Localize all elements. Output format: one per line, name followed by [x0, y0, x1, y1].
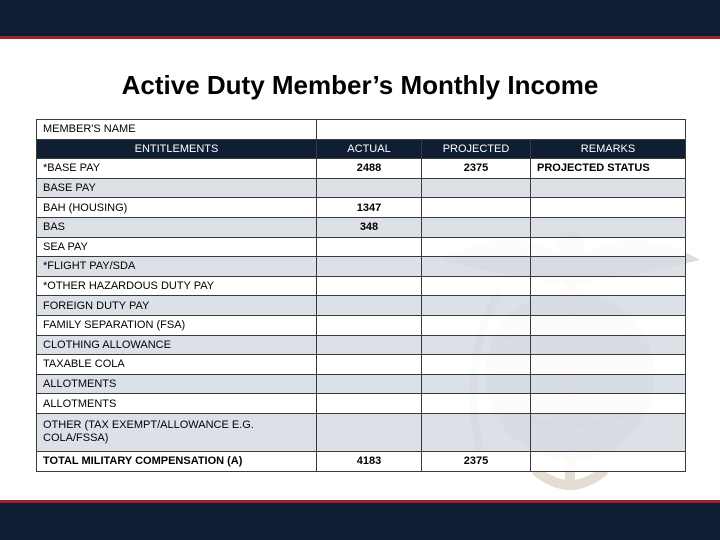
cell-remarks: PROJECTED STATUS: [531, 159, 686, 179]
cell-remarks: [531, 394, 686, 414]
cell-actual: [317, 296, 422, 316]
cell-label: *BASE PAY: [37, 159, 317, 179]
cell-actual: [317, 335, 422, 355]
member-name-value[interactable]: [317, 120, 686, 140]
table-row: [37, 296, 686, 316]
cell-label: FAMILY SEPARATION (FSA): [37, 315, 317, 335]
table-row: [37, 198, 686, 218]
header-projected: PROJECTED: [422, 139, 531, 159]
cell-projected: [422, 335, 531, 355]
cell-actual: [317, 178, 422, 198]
cell-remarks: [531, 178, 686, 198]
cell-remarks: [531, 217, 686, 237]
cell-actual: [317, 355, 422, 375]
table-row: [37, 374, 686, 394]
cell-label: TAXABLE COLA: [37, 355, 317, 375]
cell-projected: [422, 413, 531, 451]
cell-projected: [422, 315, 531, 335]
bottom-banner: [0, 503, 720, 540]
table-row: [37, 451, 686, 471]
cell-projected: [422, 296, 531, 316]
cell-remarks: [531, 276, 686, 296]
table-row: [37, 276, 686, 296]
cell-projected: [422, 178, 531, 198]
cell-actual: [317, 276, 422, 296]
cell-projected: [422, 257, 531, 277]
cell-actual: 1347: [317, 198, 422, 218]
cell-actual: 2488: [317, 159, 422, 179]
cell-actual: [317, 257, 422, 277]
table-row: [37, 355, 686, 375]
cell-projected: [422, 394, 531, 414]
cell-actual: 348: [317, 217, 422, 237]
header-remarks: REMARKS: [531, 139, 686, 159]
cell-actual: 4183: [317, 451, 422, 471]
cell-projected: [422, 198, 531, 218]
top-accent-line: [0, 36, 720, 39]
table-row: [37, 413, 686, 451]
cell-label: CLOTHING ALLOWANCE: [37, 335, 317, 355]
cell-actual: [317, 374, 422, 394]
table-row: [37, 315, 686, 335]
cell-projected: 2375: [422, 159, 531, 179]
header-actual: ACTUAL: [317, 139, 422, 159]
header-entitlements: ENTITLEMENTS: [37, 139, 317, 159]
cell-remarks: [531, 413, 686, 451]
member-name-label: MEMBER'S NAME: [37, 120, 317, 140]
table-row: [37, 257, 686, 277]
cell-remarks: [531, 296, 686, 316]
table-row: [37, 394, 686, 414]
cell-label: FOREIGN DUTY PAY: [37, 296, 317, 316]
table-row: [37, 178, 686, 198]
cell-remarks: [531, 237, 686, 257]
cell-actual: [317, 394, 422, 414]
cell-projected: 2375: [422, 451, 531, 471]
cell-projected: [422, 237, 531, 257]
table-header-row: [37, 139, 686, 159]
cell-label: BAH (HOUSING): [37, 198, 317, 218]
cell-remarks: [531, 315, 686, 335]
cell-remarks: [531, 451, 686, 471]
cell-label: ALLOTMENTS: [37, 394, 317, 414]
cell-projected: [422, 217, 531, 237]
table-row: [37, 217, 686, 237]
table-row: [37, 335, 686, 355]
cell-label: BASE PAY: [37, 178, 317, 198]
cell-actual: [317, 315, 422, 335]
income-table: [36, 119, 686, 472]
cell-projected: [422, 276, 531, 296]
page-title: Active Duty Member’s Monthly Income: [121, 70, 599, 100]
cell-remarks: [531, 335, 686, 355]
cell-label: OTHER (TAX EXEMPT/ALLOWANCE E.G. COLA/FSSA): [37, 413, 317, 451]
cell-remarks: [531, 355, 686, 375]
cell-remarks: [531, 257, 686, 277]
cell-actual: [317, 413, 422, 451]
member-name-row: [37, 120, 686, 140]
cell-label: *OTHER HAZARDOUS DUTY PAY: [37, 276, 317, 296]
cell-projected: [422, 355, 531, 375]
cell-label: BAS: [37, 217, 317, 237]
cell-label: SEA PAY: [37, 237, 317, 257]
cell-label: TOTAL MILITARY COMPENSATION (A): [37, 451, 317, 471]
cell-remarks: [531, 374, 686, 394]
cell-label: *FLIGHT PAY/SDA: [37, 257, 317, 277]
table-row: [37, 159, 686, 179]
table-row: [37, 237, 686, 257]
cell-projected: [422, 374, 531, 394]
cell-actual: [317, 237, 422, 257]
cell-label: ALLOTMENTS: [37, 374, 317, 394]
top-banner: [0, 0, 720, 36]
cell-remarks: [531, 198, 686, 218]
